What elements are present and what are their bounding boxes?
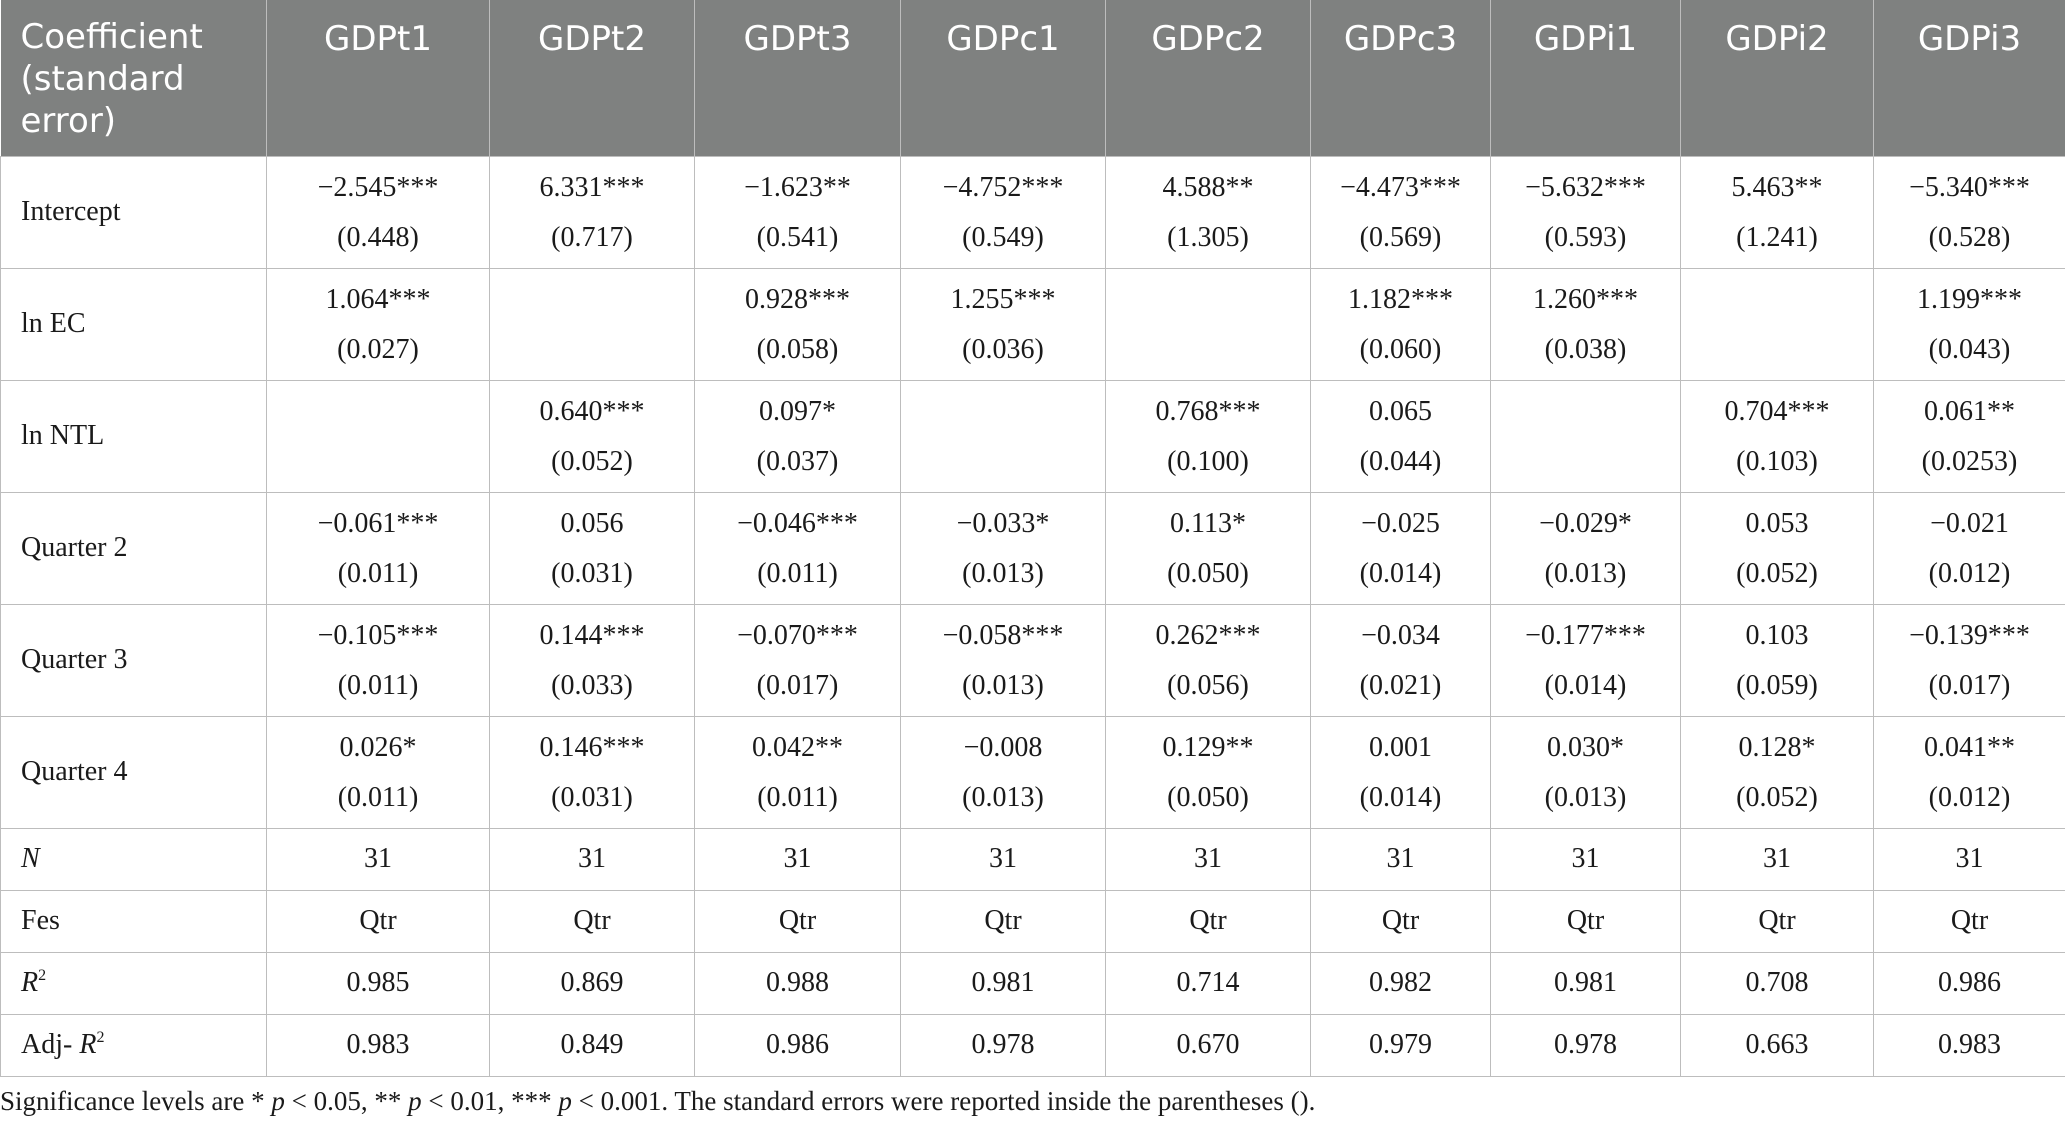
table-cell: 0.986	[1874, 952, 2065, 1014]
table-cell	[1311, 156, 1491, 268]
standard-error: (0.014)	[1544, 670, 1627, 701]
header-column: GDPc1	[901, 0, 1106, 156]
coefficient-estimate: 0.056	[560, 508, 624, 539]
table-cell: Qtr	[1681, 890, 1874, 952]
standard-error: (0.528)	[1928, 222, 2011, 253]
table-cell: 0.988	[695, 952, 901, 1014]
coefficient-estimate: 0.144***	[539, 620, 645, 651]
table-cell	[695, 492, 901, 604]
standard-error: (0.052)	[1736, 782, 1818, 813]
coefficient-estimate: 0.640***	[539, 396, 645, 427]
row-label: Fes	[1, 890, 267, 952]
coefficient-estimate: −0.025	[1361, 508, 1440, 539]
table-cell: 0.983	[1874, 1014, 2065, 1076]
standard-error: (0.013)	[962, 670, 1044, 701]
row-label: Quarter 3	[1, 604, 267, 716]
standard-error: (0.014)	[1359, 782, 1442, 813]
table-row	[1, 604, 2065, 716]
header-coefficient: Coefficient (standard error)	[1, 0, 267, 156]
table-cell: 0.978	[901, 1014, 1106, 1076]
standard-error: (0.033)	[551, 670, 633, 701]
standard-error: (0.036)	[962, 334, 1044, 365]
coefficient-estimate: 1.260***	[1533, 284, 1638, 315]
table-cell	[490, 268, 695, 380]
coefficient-estimate: 0.113*	[1170, 508, 1246, 539]
table-row	[1, 952, 2065, 1014]
coefficient-estimate: 0.128*	[1738, 732, 1816, 763]
standard-error: (0.717)	[551, 222, 633, 253]
coefficient-estimate: 0.001	[1369, 732, 1432, 763]
table-cell	[1491, 268, 1681, 380]
standard-error: (0.012)	[1928, 558, 2011, 589]
table-cell	[267, 604, 490, 716]
standard-error: (0.549)	[962, 222, 1044, 253]
row-label: Quarter 2	[1, 492, 267, 604]
standard-error: (0.013)	[1544, 558, 1627, 589]
standard-error: (0.037)	[756, 446, 839, 477]
table-cell: 0.981	[901, 952, 1106, 1014]
table-cell	[901, 604, 1106, 716]
table-cell	[1106, 604, 1311, 716]
standard-error: (0.012)	[1928, 782, 2011, 813]
coefficient-estimate: 0.103	[1745, 620, 1809, 651]
table-cell: 0.670	[1106, 1014, 1311, 1076]
table-cell	[1681, 604, 1874, 716]
table-cell	[1106, 156, 1311, 268]
coefficient-estimate: −0.177***	[1525, 620, 1646, 651]
standard-error: (0.011)	[337, 558, 419, 589]
table-cell	[1311, 604, 1491, 716]
standard-error: (0.050)	[1167, 558, 1249, 589]
standard-error: (0.031)	[551, 782, 633, 813]
standard-error: (0.059)	[1736, 670, 1818, 701]
table-row	[1, 890, 2065, 952]
table-cell	[1491, 492, 1681, 604]
coefficient-estimate: 4.588**	[1162, 172, 1254, 203]
coefficient-estimate: 1.255***	[950, 284, 1056, 315]
coefficient-estimate: 0.129**	[1162, 732, 1254, 763]
table-cell	[1681, 268, 1874, 380]
coefficient-estimate: −0.058***	[942, 620, 1064, 651]
standard-error: (0.058)	[756, 334, 839, 365]
coefficient-estimate: −0.070***	[737, 620, 858, 651]
table-cell	[1874, 156, 2065, 268]
table-cell: 0.979	[1311, 1014, 1491, 1076]
coefficient-estimate: −0.105***	[317, 620, 439, 651]
header-column: GDPc3	[1311, 0, 1491, 156]
coefficient-estimate: 1.182***	[1348, 284, 1453, 315]
coefficient-estimate: 0.704***	[1724, 396, 1830, 427]
coefficient-estimate: 0.026*	[339, 732, 417, 763]
coefficient-estimate: 0.065	[1369, 396, 1432, 427]
header-column: GDPt2	[490, 0, 695, 156]
table-cell: Qtr	[490, 890, 695, 952]
table-row	[1, 716, 2065, 828]
table-cell	[1311, 492, 1491, 604]
row-label: ln EC	[1, 268, 267, 380]
table-cell	[1311, 268, 1491, 380]
table-cell	[901, 492, 1106, 604]
header-column: GDPt1	[267, 0, 490, 156]
table-cell	[1874, 492, 2065, 604]
standard-error: (0.052)	[551, 446, 633, 477]
table-cell: Qtr	[1311, 890, 1491, 952]
coefficient-estimate: −1.623**	[744, 172, 851, 203]
table-cell: 31	[1874, 828, 2065, 890]
table-footnote: Significance levels are * p < 0.05, ** p < 0.01, *** p < 0.001. The standard errors were reported inside the parentheses ().	[0, 1086, 1316, 1116]
header-column: GDPt3	[695, 0, 901, 156]
table-row	[1, 156, 2065, 268]
table-cell	[1491, 156, 1681, 268]
table-cell	[1311, 716, 1491, 828]
standard-error: (0.541)	[756, 222, 839, 253]
standard-error: (0.103)	[1736, 446, 1818, 477]
table-cell: 31	[1681, 828, 1874, 890]
coefficient-estimate: −0.008	[963, 732, 1043, 763]
table-cell: 0.708	[1681, 952, 1874, 1014]
coefficient-estimate: 0.042**	[752, 732, 843, 763]
table-cell	[1681, 716, 1874, 828]
standard-error: (0.056)	[1167, 670, 1249, 701]
table-cell	[1491, 604, 1681, 716]
standard-error: (0.038)	[1544, 334, 1627, 365]
row-label: Intercept	[1, 156, 267, 268]
standard-error: (0.011)	[337, 782, 419, 813]
coefficient-estimate: 0.061**	[1924, 396, 2015, 427]
table-cell: 31	[1491, 828, 1681, 890]
table-row	[1, 828, 2065, 890]
table-cell: 0.978	[1491, 1014, 1681, 1076]
table-cell: 31	[267, 828, 490, 890]
standard-error: (0.593)	[1544, 222, 1627, 253]
standard-error: (0.031)	[551, 558, 633, 589]
table-cell	[901, 268, 1106, 380]
coefficient-estimate: 0.262***	[1155, 620, 1261, 651]
standard-error: (0.027)	[337, 334, 419, 365]
table-cell	[695, 380, 901, 492]
table-cell	[1874, 268, 2065, 380]
standard-error: (0.017)	[756, 670, 839, 701]
standard-error: (0.013)	[962, 558, 1044, 589]
standard-error: (0.060)	[1359, 334, 1442, 365]
standard-error: (0.050)	[1167, 782, 1249, 813]
table-cell: 0.981	[1491, 952, 1681, 1014]
table-cell	[695, 156, 901, 268]
table-cell	[901, 156, 1106, 268]
coefficient-estimate: 5.463**	[1731, 172, 1823, 203]
coefficient-estimate: −0.033*	[956, 508, 1050, 539]
table-row	[1, 380, 2065, 492]
table-cell: Qtr	[1874, 890, 2065, 952]
row-label: $R^2$	[1, 952, 267, 1014]
table-cell	[695, 716, 901, 828]
table-cell	[1106, 268, 1311, 380]
standard-error: (1.305)	[1167, 222, 1249, 253]
table-cell: 31	[1106, 828, 1311, 890]
table-cell: 31	[1311, 828, 1491, 890]
coefficient-estimate: −0.029*	[1539, 508, 1632, 539]
standard-error: (0.043)	[1928, 334, 2011, 365]
standard-error: (0.013)	[962, 782, 1044, 813]
coefficient-estimate: 0.928***	[745, 284, 850, 315]
table-cell	[1491, 716, 1681, 828]
table-cell: 0.663	[1681, 1014, 1874, 1076]
coefficient-estimate: 0.146***	[539, 732, 645, 763]
table-cell	[1106, 380, 1311, 492]
table-cell	[490, 380, 695, 492]
header-column: GDPi3	[1874, 0, 2065, 156]
table-cell: Qtr	[695, 890, 901, 952]
table-cell	[267, 156, 490, 268]
table-cell	[490, 156, 695, 268]
table-cell	[267, 716, 490, 828]
coefficient-estimate: 0.053	[1745, 508, 1809, 539]
table-cell: Qtr	[1491, 890, 1681, 952]
table-cell	[1874, 604, 2065, 716]
table-cell	[490, 492, 695, 604]
table-cell: 0.986	[695, 1014, 901, 1076]
table-cell	[1311, 380, 1491, 492]
table-cell: 0.983	[267, 1014, 490, 1076]
table-row	[1, 492, 2065, 604]
table-cell	[1681, 492, 1874, 604]
coefficient-estimate: 6.331***	[539, 172, 645, 203]
row-label: Adj- $R^2$	[1, 1014, 267, 1076]
table-row	[1, 268, 2065, 380]
standard-error: (0.044)	[1359, 446, 1442, 477]
table-cell: 31	[901, 828, 1106, 890]
coefficient-estimate: 1.199***	[1917, 284, 2022, 315]
table-cell	[695, 604, 901, 716]
table-header-row	[1, 0, 2065, 156]
row-label: ln NTL	[1, 380, 267, 492]
coefficient-estimate: 0.097*	[759, 396, 836, 427]
table-cell	[1106, 716, 1311, 828]
header-column: GDPc2	[1106, 0, 1311, 156]
table-row	[1, 1014, 2065, 1076]
table-cell: 0.714	[1106, 952, 1311, 1014]
table-cell: 31	[695, 828, 901, 890]
table-cell	[267, 268, 490, 380]
row-label: Quarter 4	[1, 716, 267, 828]
coefficient-estimate: 0.030*	[1547, 732, 1624, 763]
row-label: N	[1, 828, 267, 890]
standard-error: (0.011)	[757, 558, 838, 589]
table-cell	[1491, 380, 1681, 492]
coefficient-estimate: −0.139***	[1909, 620, 2030, 651]
standard-error: (0.013)	[1544, 782, 1627, 813]
standard-error: (1.241)	[1736, 222, 1818, 253]
table-cell	[490, 716, 695, 828]
coefficient-estimate: 1.064***	[325, 284, 431, 315]
coefficient-estimate: −4.473***	[1340, 172, 1461, 203]
standard-error: (0.011)	[337, 670, 419, 701]
table-cell	[1681, 156, 1874, 268]
table-cell	[1106, 492, 1311, 604]
table-cell: Qtr	[1106, 890, 1311, 952]
table-cell	[1874, 716, 2065, 828]
table-cell: 0.849	[490, 1014, 695, 1076]
standard-error: (0.052)	[1736, 558, 1818, 589]
coefficient-estimate: 0.768***	[1155, 396, 1261, 427]
table-cell	[695, 268, 901, 380]
table-cell	[1874, 380, 2065, 492]
standard-error: (0.011)	[757, 782, 838, 813]
coefficient-estimate: 0.041**	[1924, 732, 2015, 763]
coefficient-estimate: −2.545***	[317, 172, 439, 203]
standard-error: (0.021)	[1359, 670, 1442, 701]
coefficient-estimate: −5.340***	[1909, 172, 2030, 203]
table-cell	[267, 492, 490, 604]
table-cell: 0.982	[1311, 952, 1491, 1014]
standard-error: (0.014)	[1359, 558, 1442, 589]
standard-error: (0.448)	[337, 222, 419, 253]
table-cell	[901, 716, 1106, 828]
table-cell: 31	[490, 828, 695, 890]
coefficient-estimate: −4.752***	[942, 172, 1064, 203]
table-cell: Qtr	[267, 890, 490, 952]
coefficient-estimate: −0.021	[1930, 508, 2009, 539]
coefficient-estimate: −0.046***	[737, 508, 858, 539]
table-cell	[1681, 380, 1874, 492]
coefficient-estimate: −0.061***	[317, 508, 439, 539]
coefficient-estimate: −0.034	[1361, 620, 1440, 651]
table-cell	[490, 604, 695, 716]
coefficient-estimate: −5.632***	[1525, 172, 1646, 203]
header-column: GDPi1	[1491, 0, 1681, 156]
standard-error: (0.0253)	[1921, 446, 2018, 477]
standard-error: (0.100)	[1167, 446, 1249, 477]
header-column: GDPi2	[1681, 0, 1874, 156]
table-cell: Qtr	[901, 890, 1106, 952]
standard-error: (0.017)	[1928, 670, 2011, 701]
table-cell	[267, 380, 490, 492]
table-cell: 0.869	[490, 952, 695, 1014]
standard-error: (0.569)	[1359, 222, 1442, 253]
table-cell	[901, 380, 1106, 492]
table-cell: 0.985	[267, 952, 490, 1014]
